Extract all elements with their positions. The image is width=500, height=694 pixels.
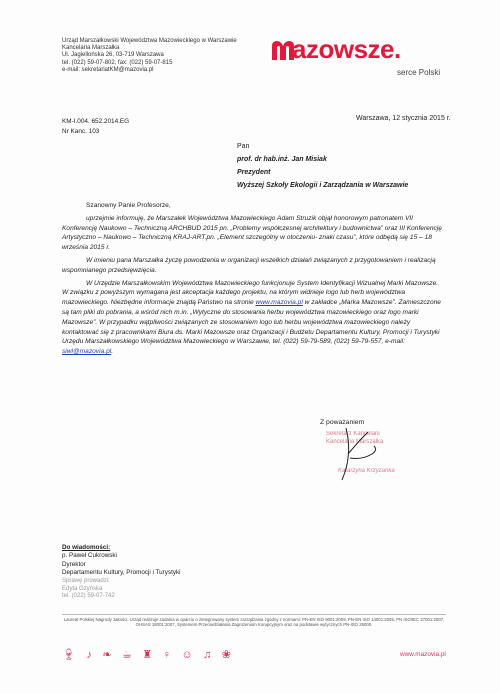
sender-line: e-mail: sekretariatKM@mazovia.pl bbox=[62, 66, 154, 73]
paragraph-2: W imieniu pana Marszałka życzę powodzenia w organizacji wszelkich działań związanych z przygotowaniem i realizacją wspomnianego przedsięwzięcia. bbox=[62, 256, 436, 274]
logo-subtitle: serce Polski bbox=[397, 68, 441, 77]
logo-wordmark: azowsze. bbox=[292, 34, 401, 64]
recipient-institution: Wyższej Szkoły Ekologii i Zarządzania w Warszawie bbox=[237, 182, 409, 189]
closing-regards: Z poważaniem bbox=[320, 419, 365, 426]
reference-number: KM-I.004. 652.2014.EG bbox=[62, 118, 130, 125]
paragraph-3-text-a: W Urzędzie Marszałkowskim Województwa Mazowieckiego funkcjonuje System Identyfikacji Wizualnej Marki Mazowsze. W związku z powyższym wymagana jest akceptacja każdego projektu, na którym widnieje logo lub herb województwa mazowieckiego. Niezbędne informacje znajdą Państwo na stronie bbox=[62, 279, 439, 307]
notes-icon: ♫ bbox=[203, 649, 212, 661]
sender-line: tel. (022) 59-07-802, fax: (022) 59-07-815 bbox=[62, 59, 173, 66]
recipient-role: Prezydent bbox=[237, 169, 271, 176]
bird-icon: ❧ bbox=[102, 649, 112, 661]
recipient-title: Pan bbox=[237, 143, 250, 150]
cc-block bbox=[62, 544, 181, 578]
stamp-line: Kancelaria Marszałka bbox=[326, 438, 384, 445]
paragraph-1: uprzejmie informuję, że Marszałek Województwa Mazowieckiego Adam Struzik objął honorowym patronatem VII Konferencję Naukowo – Techniczną ARCHBUD 2015 pn. „Problemy współczesnej architektury i budownictwa” oraz III Konferencję Artystyczno – Naukowo – Techniczną KRAJ-ART.pn. „Element szczególny w otoczeniu- znaki czasu”, które odbędą się 15 – 18 września 2015 r. bbox=[62, 214, 442, 252]
wine-glass-icon: 🍷︎ bbox=[62, 649, 76, 661]
prepared-by-block bbox=[62, 578, 115, 601]
email-link[interactable]: siwl@mazovia.pl bbox=[62, 348, 112, 356]
prepared-line: tel. (022) 59-07-742 bbox=[62, 593, 115, 600]
recipient-name: prof. dr hab.inż. Jan Misiak bbox=[237, 156, 327, 163]
handwritten-signature bbox=[328, 424, 398, 484]
cc-line: p. Paweł Cukrowski bbox=[62, 552, 117, 560]
letter-date: Warszawa, 12 stycznia 2015 r. bbox=[356, 115, 451, 122]
footer-text: Laureat Polskiej Nagrody Jakości. Urząd realizuje zadania w oparciu o zintegrowany system zarządzania zgodny z normami: PN-EN ISO 9001:2009, PN-EN ISO 14001:2005, PN ISO/IEC 27001:2007, OHSAS 18001:2007, Systemem Przeciwdziałania Zagrożeniom Korupcyjnym oraz na podstawie wytycznych PN-ISO 26000. bbox=[63, 617, 445, 628]
paragraph-3 bbox=[62, 279, 444, 357]
cup-icon: ☕︎ bbox=[122, 649, 132, 661]
salutation: Szanowny Panie Profesorze, bbox=[86, 202, 171, 209]
sender-block bbox=[62, 38, 237, 74]
paragraph-3-text-b: w zakładce „Marka Mazowsze”. Zamieszczone są tam pliki do pobrania, a wśród nich m.in. „Wytyczne do stosowania herbu województwa mazowieckiego oraz logo marki Mazowsze”. W przypadku wątpliwości związanych ze stosowaniem logo lub herbu województwa mazowieckiego należy kontaktować się z pracownikami Biura ds. Marki Mazowsze oraz Organizacji i Budżetu Departamentu Kultury, Promocji i Turystyki Urzędu Marszałkowskiego Województwa Mazowieckiego w Warszawie, tel. (022) 59-79-589, (022) 59-79-557, e-mail: bbox=[62, 299, 441, 346]
reference-block bbox=[62, 117, 129, 137]
cc-heading: Do wiadomości: bbox=[62, 544, 111, 551]
footer-icons bbox=[62, 645, 237, 661]
sender-line: Kancelaria Marszałka bbox=[62, 45, 120, 52]
recipient-block bbox=[237, 140, 408, 192]
kanc-number: Nr Kanc. 103 bbox=[62, 128, 100, 135]
website-link[interactable]: www.mazovia.pl bbox=[255, 299, 303, 307]
castle-icon: ♜ bbox=[142, 649, 153, 661]
stamp-line: Sekretarz Kancelarii bbox=[326, 431, 380, 437]
footer-url[interactable]: www.mazovia.pl bbox=[400, 651, 446, 658]
person-icon: ♀ bbox=[162, 649, 171, 661]
ornament-icon: ❀ bbox=[221, 649, 232, 661]
letter-body bbox=[62, 201, 444, 360]
prepared-line: Sprawę prowadzi: bbox=[62, 578, 110, 584]
paragraph-3-text-c: . bbox=[111, 348, 114, 356]
stamp-name: Katarzyna Krzyżanka bbox=[338, 468, 395, 474]
theater-mask-icon: ☺ bbox=[181, 649, 193, 661]
footer-divider bbox=[62, 614, 446, 615]
sender-line: Urząd Marszałkowski Województwa Mazowieckiego w Warszawie bbox=[62, 38, 237, 44]
cc-line: Dyrektor bbox=[62, 560, 86, 568]
sender-line: Ul. Jagiellońska 26, 03-719 Warszawa bbox=[62, 52, 164, 59]
music-note-icon: ♪ bbox=[86, 649, 92, 661]
prepared-line: Edyta Gzyńska bbox=[62, 585, 103, 592]
cc-line: Departamentu Kultury, Promocji i Turystyki bbox=[62, 569, 181, 577]
